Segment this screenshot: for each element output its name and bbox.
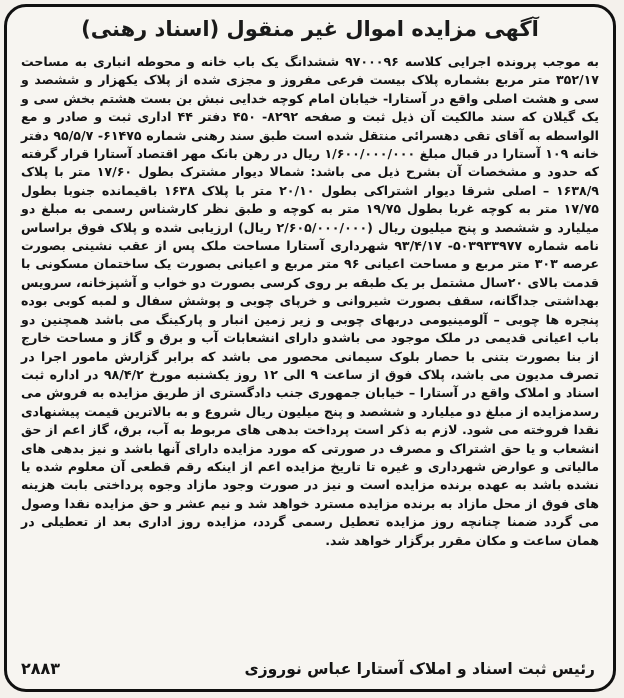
notice-body-paragraph: به موجب پرونده اجرایی کلاسه ۹۷۰۰۰۹۶ ششدانگ یک باب خانه و محوطه انباری به مساحت ۳۵۲/۱۷ متر مربع بشماره پلاک بیست فرعی مفروز و مجزی شده از پلاک یکهزار و ششصد و سی و هشت اصلی واقع در آستارا- خیابان امام کوچه خدایی نبش بن بست هشتم بخش سی و یک گیلان که سند مالکیت آن ذیل ثبت و صفحه ۸۲۹۲- ۴۵۰ دفتر ۴۴ اداری ثبت و صادر و مع الواسطه به آقای تقی دهسرائی منتقل شده است طبق سند رهنی شماره ۶۱۴۷۵- ۹۵/۵/۷ دفتر خانه ۱۰۹ آستارا در قبال مبلغ ۱/۶۰۰/۰۰۰/۰۰۰ ریال در رهن بانک مهر اقتصاد آستارا قرار گرفته که حدود و مشخصات آن بشرح ذیل می باشد: شمالا دیوار مشترک بطول ۱۷/۶۰ متر با پلاک ۱۶۳۸/۹ – اصلی شرقا دیوار اشتراکی بطول ۲۰/۱۰ متر با پلاک ۱۶۳۸ باقیمانده جنوبا بطول ۱۷/۷۵ متر به کوچه غربا بطول ۱۹/۷۵ متر به کوچه و طبق نظر کارشناس رسمی به مبلغ دو میلیارد و ششصد و پنج میلیون ریال (۲/۶۰۵/۰۰۰/۰۰۰ ریال) ارزیابی شده و پلاک فوق براساس نامه شماره ۵۰۳۹۳۳۹۷۷- ۹۳/۴/۱۷ شهرداری آستارا مساحت ملک پس از عقب نشینی بصورت عرصه ۳۰۳ متر مربع و مساحت اعیانی ۹۶ متر مربع و اعیانی بصورت یک ساختمان مسکونی با قدمت بالای ۲۰سال مشتمل بر یک طبقه بر روی کرسی بصورت دو خواب و آشپزخانه، سرویس بهداشتی جداگانه، سقف بصورت شیروانی و خرپای چوبی و پوشش سفال و لمبه کوبی بوده پنجره ها چوبی – آلومینیومی دربهای چوبی و زیر زمین انبار و پارکینگ می باشد همچنین دو باب اعیانی قدیمی در ملک موجود می باشدو دارای انشعابات آب و برق و گاز و مساحت خارج از بنا بصورت بتنی با حصار بلوک سیمانی محصور می باشد که برابر گزارش مامور اجرا در تصرف مدیون می باشد، پلاک فوق از ساعت ۹ الی ۱۲ روز یکشنبه مورخ ۹۸/۴/۲ در اداره ثبت اسناد و املاک واقع در آستارا – خیابان جمهوری جنب دادگستری از طریق مزایده به فروش می رسدمزایده از مبلغ دو میلیارد و ششصد و پنج میلیون ریال شروع و به بالاترین قیمت پیشنهادی نقدا فروخته می شود. لازم به ذکر است پرداخت بدهی های مربوط به آب، برق، گاز اعم از حق انشعاب و یا حق اشتراک و مصرف در صورتی که مورد مزایده دارای آنها باشد و نیز بدهی های مالیاتی و عوارض شهرداری و غیره تا تاریخ مزایده اعم از اینکه رقم قطعی آن معلوم شده یا نشده باشد به عهده برنده مزایده است و نیز در صورت وجود مازاد وجوه پرداختی بابت هزینه های فوق از محل مازاد به برنده مزایده مسترد خواهد شد و نیم عشر و حق مزایده نقدا وصول می گردد ضمنا چنانچه روز مزایده تعطیل رسمی گردد، مزایده روز اداری بعد از تعطیلی در همان ساعت و مکان مقرر برگزار خواهد شد. [21,54,600,548]
notice-frame [4,4,616,692]
signer-line: رئیس ثبت اسناد و املاک آستارا عباس نوروزی [244,659,595,678]
notice-title: آگهی مزایده اموال غیر منقول (اسناد رهنی) [81,17,539,41]
ad-number: ۲۸۸۳ [21,659,61,678]
notice-body [21,53,599,550]
notice-footer [21,659,595,678]
